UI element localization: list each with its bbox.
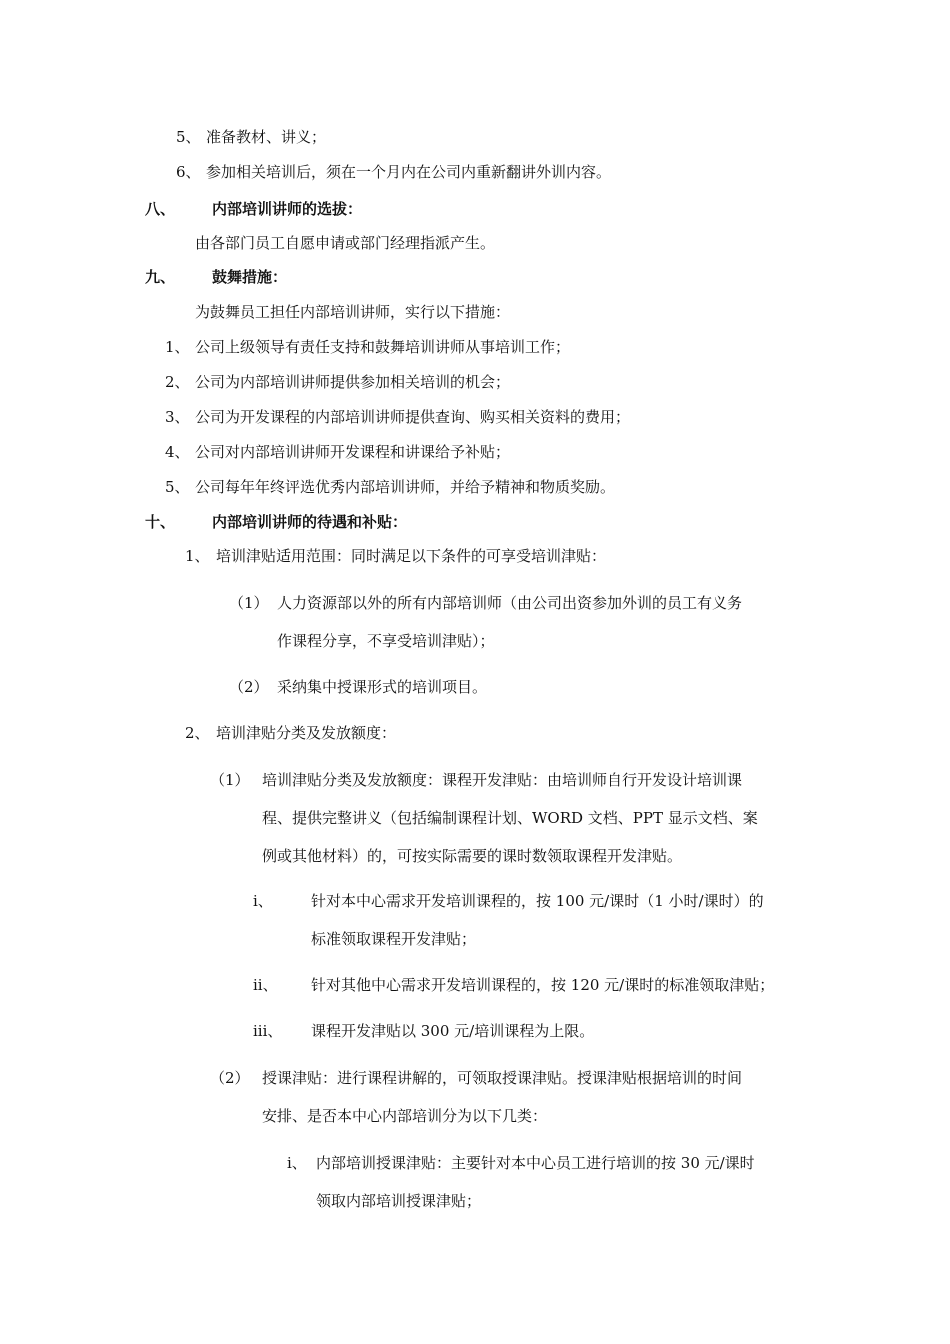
- list-marker: 3、: [165, 408, 190, 426]
- list-item-text: 采纳集中授课形式的培训项目。: [277, 678, 488, 696]
- list-item-text: 公司对内部培训讲师开发课程和讲课给予补贴；: [195, 443, 511, 461]
- paragraph: 为鼓舞员工担任内部培训讲师，实行以下措施：: [195, 303, 511, 321]
- list-item-text: 参加相关培训后，须在一个月内在公司内重新翻讲外训内容。: [206, 163, 612, 181]
- list-marker: （1）: [210, 771, 250, 789]
- list-item-text: 培训津贴分类及发放额度：课程开发津贴：由培训师自行开发设计培训课: [262, 771, 743, 789]
- list-item: [253, 1021, 594, 1041]
- list-item-text: 公司为开发课程的内部培训讲师提供查询、购买相关资料的费用；: [195, 408, 631, 426]
- section-heading-9: [145, 267, 287, 287]
- list-marker: 1、: [185, 547, 210, 565]
- section-title: 内部培训讲师的选拔：: [212, 200, 363, 218]
- list-item-text: 内部培训授课津贴：主要针对本中心员工进行培训的按 30 元/课时: [316, 1154, 755, 1172]
- section-title: 鼓舞措施：: [212, 268, 288, 286]
- list-marker: i、: [287, 1154, 307, 1172]
- list-item: [165, 372, 510, 392]
- list-item-text: 针对其他中心需求开发培训课程的，按 120 元/课时的标准领取津贴；: [311, 976, 775, 994]
- list-item-text: 针对本中心需求开发培训课程的，按 100 元/课时（1 小时/课时）的: [311, 892, 764, 910]
- paragraph: 由各部门员工自愿申请或部门经理指派产生。: [195, 234, 496, 252]
- list-item-continuation: 例或其他材料）的，可按实际需要的课时数领取课程开发津贴。: [262, 847, 683, 865]
- list-marker: 5、: [176, 128, 201, 146]
- list-item: [165, 442, 510, 462]
- list-marker: （2）: [229, 678, 269, 696]
- list-marker: 4、: [165, 443, 190, 461]
- section-title: 内部培训讲师的待遇和补贴：: [212, 513, 408, 531]
- list-item: [165, 407, 630, 427]
- list-item: [229, 677, 487, 697]
- list-marker: ii、: [253, 976, 278, 994]
- section-number: 九、: [145, 268, 176, 286]
- list-marker: 6、: [176, 163, 201, 181]
- section-heading-10: [145, 512, 407, 532]
- list-item-continuation: 安排、是否本中心内部培训分为以下几类：: [262, 1107, 548, 1125]
- list-item: [176, 162, 611, 182]
- list-marker: 1、: [165, 338, 190, 356]
- list-item-text: 人力资源部以外的所有内部培训师（由公司出资参加外训的员工有义务: [277, 594, 743, 612]
- list-item-text: 课程开发津贴以 300 元/培训课程为上限。: [311, 1022, 595, 1040]
- list-item: [210, 1068, 742, 1088]
- list-item: [229, 593, 742, 613]
- list-item-continuation: 标准领取课程开发津贴；: [311, 930, 477, 948]
- list-item-text: 准备教材、讲义；: [206, 128, 327, 146]
- list-marker: 2、: [165, 373, 190, 391]
- list-marker: （1）: [229, 594, 269, 612]
- list-marker: 5、: [165, 478, 190, 496]
- section-number: 十、: [145, 513, 176, 531]
- list-item-text: 公司每年年终评选优秀内部培训讲师，并给予精神和物质奖励。: [195, 478, 616, 496]
- list-marker: 2、: [185, 724, 210, 742]
- list-marker: （2）: [210, 1069, 250, 1087]
- list-item-text: 公司上级领导有责任支持和鼓舞培训讲师从事培训工作；: [195, 338, 571, 356]
- section-heading-8: [145, 199, 362, 219]
- list-item-continuation: 领取内部培训授课津贴；: [316, 1192, 482, 1210]
- list-item: [176, 127, 326, 147]
- list-item-text: 授课津贴：进行课程讲解的，可领取授课津贴。授课津贴根据培训的时间: [262, 1069, 743, 1087]
- list-item: [210, 770, 742, 790]
- list-item-text: 培训津贴分类及发放额度：: [216, 724, 397, 742]
- list-item: [185, 723, 396, 743]
- list-item-text: 培训津贴适用范围：同时满足以下条件的可享受培训津贴：: [216, 547, 607, 565]
- list-marker: i、: [253, 892, 273, 910]
- section-number: 八、: [145, 200, 176, 218]
- list-item: [185, 546, 606, 566]
- list-item: [253, 891, 764, 911]
- list-item-continuation: 作课程分享，不享受培训津贴）；: [277, 632, 495, 650]
- list-item: [165, 477, 615, 497]
- list-item: [287, 1153, 755, 1173]
- list-item-text: 公司为内部培训讲师提供参加相关培训的机会；: [195, 373, 511, 391]
- list-item: [165, 337, 570, 357]
- list-marker: iii、: [253, 1022, 283, 1040]
- list-item-continuation: 程、提供完整讲义（包括编制课程计划、WORD 文档、PPT 显示文档、案: [262, 809, 758, 827]
- list-item: [253, 975, 774, 995]
